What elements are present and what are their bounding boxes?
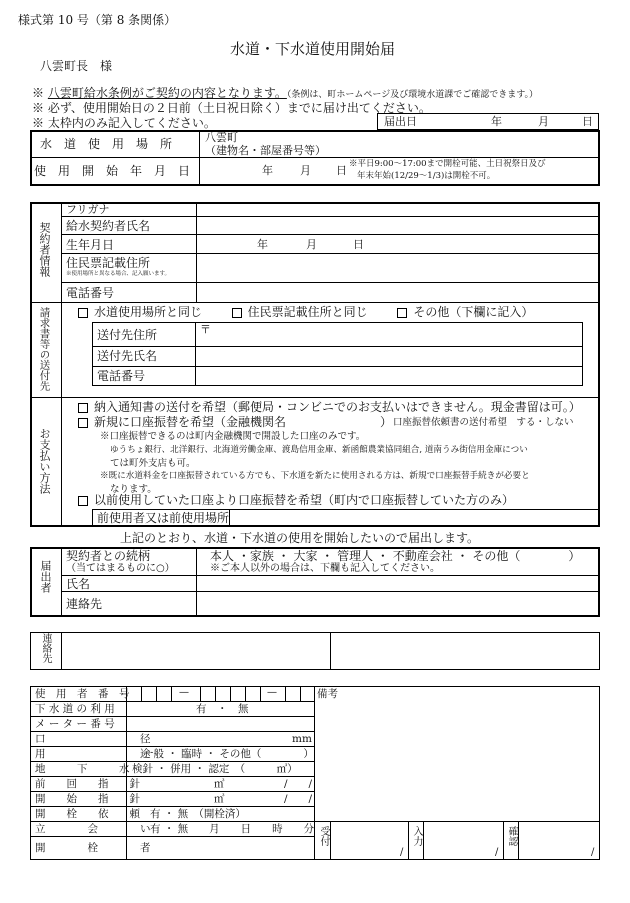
billing-addr-input[interactable] [196,323,582,346]
form-number: 様式第 10 号（第 8 条関係） [18,13,177,27]
office-sewer-label: 下 水 道 の 利 用 [35,703,115,715]
relation-label: 契約者との続柄 [66,549,151,563]
stamp-confirm-label: 確認 [506,826,517,846]
applicant-name-input[interactable] [197,576,599,591]
note-2: ※ 必ず、使用開始日の２日前（土日祝日除く）までに届け出てください。 [32,101,431,115]
billing-postal-mark: 〒 [200,323,211,336]
usage-place-town: 八雲町 [205,131,238,144]
billing-addr-label: 送付先住所 [97,328,158,342]
office-open-request-label: 開 栓 依 頼 [35,808,140,820]
payment-note-e: なります。 [110,484,157,495]
relation-note: ※ご本人以外の場合は、下欄も記入してください。 [210,563,440,574]
billing-opt2-checkbox[interactable] [232,308,242,318]
applicant-contact-input[interactable] [197,592,599,616]
billing-opt3-checkbox[interactable] [397,308,407,318]
relation-sub: （当てはまるものに○） [66,563,175,574]
office-meter-label: メ ー タ ー 番 号 [35,718,115,730]
usage-start-note-2: 年末年始(12/29～1/3)は開栓不可。 [357,171,496,181]
payment-opt1: 納入通知書の送付を希望（郵便局・コンビニでのお支払いはできません。現金書留は可。） [78,401,581,413]
billing-phone-input[interactable] [196,367,582,386]
address-label: 住民票記載住所 [66,256,151,270]
contractor-section-label: 契約者情報 [38,222,51,277]
applicant-contact-label: 連絡先 [66,597,103,611]
applicant-section-label: 届出者 [39,560,52,593]
billing-opt1-checkbox[interactable] [78,308,88,318]
payment-opt2-note: 口座振替依頼書の送付希望 する・しない [393,417,574,428]
liaison-input-2[interactable] [331,633,599,669]
office-use-label: 用 途 [35,748,151,760]
note-1-sub: （条例は、町ホームページ及び環境水道課でご確認できます。） [286,90,538,100]
office-witness-label: 立 会 い [35,823,151,835]
stamp-input-label: 入力 [411,826,422,846]
billing-options: 水道使用場所と同じ 住民票記載住所と同じ その他（下欄に記入） [78,306,533,318]
birth-label: 生年月日 [66,238,115,252]
payment-opt2-checkbox[interactable] [78,418,88,428]
contractor-phone-input[interactable] [197,283,599,302]
address-input[interactable] [197,254,599,282]
office-bore-unit: mm [292,733,312,745]
addressee: 八雲町長 様 [40,59,113,73]
page-title: 水道・下水道使用開始届 [230,40,396,58]
contractor-name-label: 給水契約者氏名 [66,219,151,233]
office-use-value: 一般 ・ 臨時 ・ その他（ ） [143,748,314,760]
office-opener-label: 開 栓 者 [35,842,151,854]
office-bore-label: 口 径 [35,733,151,745]
billing-phone-label: 電話番号 [97,369,146,383]
office-open-request-value: 有 ・ 無 （開栓済） [150,808,246,820]
billing-section-label: 請求書等の送付先 [38,307,51,391]
office-groundwater-label: 地 下 水 [35,763,130,775]
billing-name-label: 送付先氏名 [97,349,158,363]
office-user-no-label: 使 用 者 番 号 [35,688,130,700]
payment-opt2: 新規に口座振替を希望（金融機関名 [78,416,286,428]
office-remarks-label: 備考 [317,688,338,700]
submit-date-label: 届出日 [384,115,417,128]
address-note: ※使用場所と異なる場合、記入願います。 [66,271,171,277]
submit-date-box[interactable]: 届出日 年 月 日 [377,113,599,130]
billing-name-input[interactable] [196,347,582,366]
office-groundwater-value: 検針 ・ 併用 ・ 認定 （ ㎥） [132,763,298,775]
contractor-phone-label: 電話番号 [66,286,115,300]
payment-note-b: ゆうちょ銀行、北洋銀行、北海道労働金庫、渡島信用金庫、新函館農業協同組合, 道南うみ街信用金庫につい [110,445,528,455]
payment-note-c: ては町外支店も可。 [110,458,196,469]
furigana-label: フリガナ [66,203,110,216]
liaison-label: 連絡先 [40,633,51,663]
office-start-read-label: 開 始 指 針 [35,793,140,805]
prev-user-label: 前使用者又は前使用場所 [97,511,230,525]
payment-note-a: ※口座振替できるのは町内金融機関で開設した口座のみです。 [100,431,366,442]
payment-opt3: 以前使用していた口座より口座振替を希望（町内で口座振替していた方のみ） [78,494,514,506]
payment-section-label: お支払い方法 [38,428,51,494]
stamp-received-label: 受付 [318,826,329,846]
office-witness-value: 有 ・ 無 月 日 時 分 [150,823,315,835]
declaration: 上記のとおり、水道・下水道の使用を開始したいので届出します。 [120,531,480,545]
note-1: ※ 八雲町給水条例がご契約の内容となります。（条例は、町ホームページ及び環境水道課でご確認できます。） [32,86,538,100]
prev-user-input[interactable] [230,510,598,526]
furigana-input[interactable] [197,203,599,216]
payment-note-d: ※既に水道料金を口座振替されている方でも、下水道を新たに使用される方は、新規で口座振替手続きが必要と [100,471,530,481]
applicant-name-label: 氏名 [66,577,91,591]
note-1-main: 八雲町給水条例がご契約の内容となります。 [47,86,287,100]
usage-place-label: 水 道 使 用 場 所 [40,137,173,151]
liaison-input-1[interactable] [62,633,329,669]
payment-opt1-checkbox[interactable] [78,403,88,413]
relation-options[interactable]: 本人 ・家族 ・ 大家 ・ 管理人 ・ 不動産会社 ・ その他（ ） [210,549,581,563]
payment-opt3-checkbox[interactable] [78,496,88,506]
note-3: ※ 太枠内のみ記入してください。 [32,116,216,130]
usage-start-note-1: ※平日9:00～17:00まで開栓可能、土日祝祭日及び [349,159,546,169]
office-prev-read-label: 前 回 指 針 [35,778,140,790]
contractor-name-input[interactable] [197,217,599,234]
office-sewer-value: 有 ・ 無 [196,703,249,715]
usage-place-input[interactable] [200,131,598,156]
usage-place-building: （建物名・部屋番号等） [205,144,326,157]
usage-start-label: 使 用 開 始 年 月 日 [34,164,191,178]
